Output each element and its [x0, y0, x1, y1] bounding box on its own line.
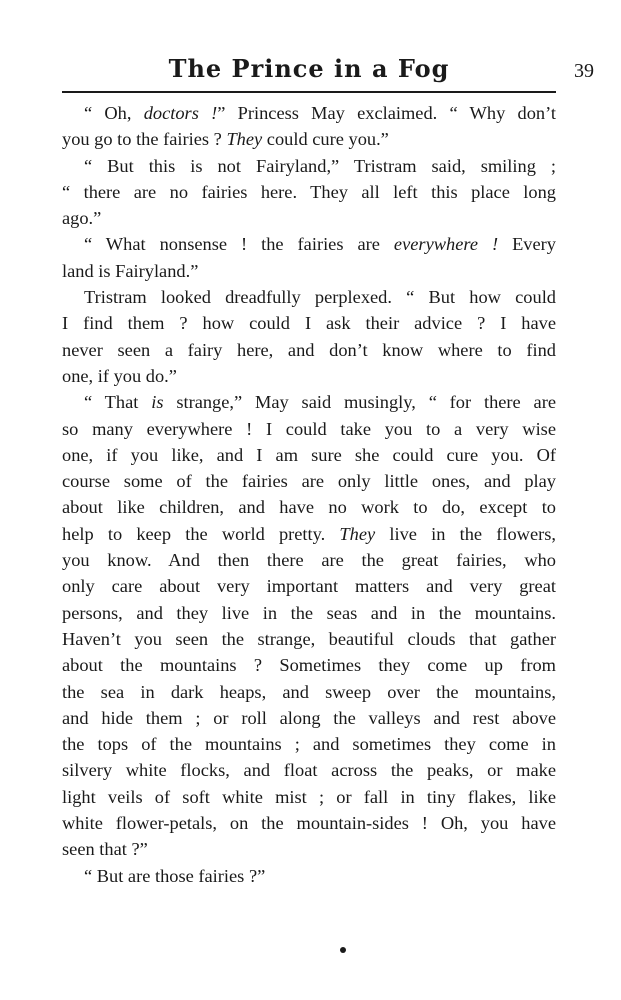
text-line: you know. And then there are the great fairies, who [62, 550, 556, 571]
text-line: light veils of soft white mist ; or fall in tiny flakes, like [62, 786, 556, 807]
text-line: one, if you do.” [62, 365, 177, 386]
text-line: Tristram looked dreadfully perplexed. “ But how could [84, 287, 556, 308]
text-line: the sea in dark heaps, and sweep over the mountains, [62, 681, 556, 702]
page-number: 39 [574, 60, 594, 82]
text-line: “ there are no fairies here. They all left this place long [62, 181, 556, 202]
running-title: The Prince in a Fog [168, 54, 450, 83]
text-line: persons, and they live in the seas and in the mountains. [62, 602, 556, 623]
text-line: so many everywhere ! I could take you to a very wise [62, 418, 556, 439]
bottom-dot-ornament [340, 947, 346, 953]
text-line: one, if you like, and I am sure she could cure you. Of [62, 444, 556, 465]
header-rule [62, 91, 556, 93]
running-head [62, 52, 594, 86]
text-line: Haven’t you seen the strange, beautiful clouds that gather [62, 628, 556, 649]
text-line: ago.” [62, 208, 102, 229]
text-line: land is Fairyland.” [62, 260, 199, 281]
text-line: I find them ? how could I ask their advice ? I have [62, 313, 556, 334]
text-line: silvery white flocks, and float across the peaks, or make [62, 760, 556, 781]
text-line: “ But are those fairies ?” [84, 865, 266, 886]
text-line: about like children, and have no work to do, except to [62, 497, 556, 518]
body-text [62, 100, 556, 889]
text-line: “ Oh, doctors !” Princess May exclaimed. “ Why don’t [84, 103, 556, 123]
text-line: white flower-petals, on the mountain-sides ! Oh, you have [62, 813, 556, 834]
text-line: “ That is strange,” May said musingly, “ for there are [84, 392, 556, 413]
text-line: you go to the fairies ? They could cure you.” [62, 129, 389, 150]
text-line: help to keep the world pretty. They live in the flowers, [62, 523, 556, 544]
text-line: “ What nonsense ! the fairies are everywhere ! Every [84, 234, 556, 255]
text-line: only care about very important matters and very great [62, 576, 556, 597]
text-line: course some of the fairies are only little ones, and play [62, 471, 556, 492]
text-line: the tops of the mountains ; and sometimes they come in [62, 734, 556, 755]
text-line: and hide them ; or roll along the valleys and rest above [62, 707, 556, 728]
text-line: about the mountains ? Sometimes they come up from [62, 655, 556, 676]
text-line: seen that ?” [62, 839, 148, 860]
text-line: never seen a fairy here, and don’t know where to find [62, 339, 556, 360]
text-line: “ But this is not Fairyland,” Tristram said, smiling ; [84, 155, 556, 176]
